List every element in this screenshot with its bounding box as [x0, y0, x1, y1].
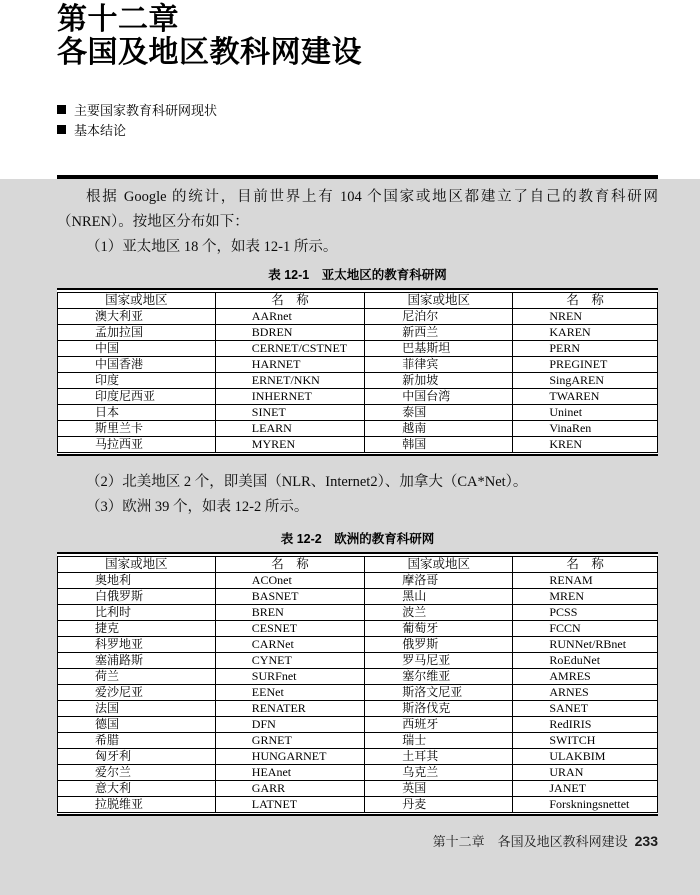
network-name-cell: KREN	[513, 436, 658, 452]
country-cell: 孟加拉国	[58, 324, 216, 340]
table-row	[58, 636, 658, 652]
bullet-label: 主要国家教育科研网现状	[74, 102, 218, 118]
country-cell: 爱沙尼亚	[58, 684, 216, 700]
network-name-cell: RoEduNet	[513, 652, 658, 668]
network-name-cell: RedIRIS	[513, 716, 658, 732]
network-name-cell: RENAM	[513, 572, 658, 588]
country-cell: 白俄罗斯	[58, 588, 216, 604]
network-name-cell: MYREN	[215, 436, 364, 452]
chapter-bullet-list	[57, 99, 658, 139]
country-cell: 泰国	[365, 404, 513, 420]
table-row	[58, 764, 658, 780]
network-name-cell: Forskningsnettet	[513, 796, 658, 812]
table-header-row	[58, 292, 658, 308]
chapter-number: 第十二章	[57, 3, 179, 36]
country-cell: 土耳其	[365, 748, 513, 764]
page-footer	[57, 832, 658, 851]
country-cell: 塞尔维亚	[365, 668, 513, 684]
network-name-cell: ULAKBIM	[513, 748, 658, 764]
table-row	[58, 780, 658, 796]
country-cell: 摩洛哥	[365, 572, 513, 588]
table-row	[58, 668, 658, 684]
page-title: 各国及地区教科网建设	[57, 36, 362, 69]
list-item	[57, 119, 658, 139]
country-cell: 中国台湾	[365, 388, 513, 404]
network-name-cell: SINET	[215, 404, 364, 420]
country-cell: 德国	[58, 716, 216, 732]
network-name-cell: JANET	[513, 780, 658, 796]
network-name-cell: NREN	[513, 308, 658, 324]
table-row	[58, 388, 658, 404]
country-cell: 意大利	[58, 780, 216, 796]
network-name-cell: FCCN	[513, 620, 658, 636]
country-cell: 英国	[365, 780, 513, 796]
country-cell: 俄罗斯	[365, 636, 513, 652]
country-cell: 波兰	[365, 604, 513, 620]
network-name-cell: DFN	[215, 716, 364, 732]
network-name-cell: KAREN	[513, 324, 658, 340]
country-cell: 拉脱维亚	[58, 796, 216, 812]
country-cell: 斯里兰卡	[58, 420, 216, 436]
column-header-country: 国家或地区	[365, 292, 513, 308]
table-row	[58, 716, 658, 732]
network-name-cell: PCSS	[513, 604, 658, 620]
table-row	[58, 588, 658, 604]
network-name-cell: HEAnet	[215, 764, 364, 780]
country-cell: 菲律宾	[365, 356, 513, 372]
country-cell: 中国	[58, 340, 216, 356]
column-header-name: 名 称	[215, 292, 364, 308]
table-row	[58, 620, 658, 636]
country-cell: 印度尼西亚	[58, 388, 216, 404]
network-name-cell: CYNET	[215, 652, 364, 668]
network-name-cell: CESNET	[215, 620, 364, 636]
country-cell: 黑山	[365, 588, 513, 604]
table-row	[58, 652, 658, 668]
table-row	[58, 436, 658, 452]
country-cell: 科罗地亚	[58, 636, 216, 652]
country-cell: 马拉西亚	[58, 436, 216, 452]
network-name-cell: GARR	[215, 780, 364, 796]
region-item-2: （2）北美地区 2 个，即美国（NLR、Internet2）、加拿大（CA*Net）。	[86, 474, 528, 490]
network-name-cell: EENet	[215, 684, 364, 700]
table-row	[58, 340, 658, 356]
table-row	[58, 572, 658, 588]
country-cell: 尼泊尔	[365, 308, 513, 324]
network-name-cell: URAN	[513, 764, 658, 780]
chapter-header	[0, 0, 700, 175]
footer-chapter-title: 第十二章 各国及地区教科网建设	[432, 834, 628, 849]
country-cell: 越南	[365, 420, 513, 436]
country-cell: 荷兰	[58, 668, 216, 684]
network-name-cell: LEARN	[215, 420, 364, 436]
list-item	[57, 99, 658, 119]
country-cell: 乌克兰	[365, 764, 513, 780]
network-name-cell: AARnet	[215, 308, 364, 324]
country-cell: 葡萄牙	[365, 620, 513, 636]
network-name-cell: RENATER	[215, 700, 364, 716]
country-cell: 奥地利	[58, 572, 216, 588]
network-name-cell: INHERNET	[215, 388, 364, 404]
table-row	[58, 748, 658, 764]
network-name-cell: HUNGARNET	[215, 748, 364, 764]
country-cell: 塞浦路斯	[58, 652, 216, 668]
column-header-name: 名 称	[513, 292, 658, 308]
table1-caption: 表 12-1 亚太地区的教育科研网	[268, 268, 447, 282]
network-name-cell: RUNNet/RBnet	[513, 636, 658, 652]
table-row	[58, 732, 658, 748]
network-name-cell: ERNET/NKN	[215, 372, 364, 388]
bullet-square-icon	[57, 105, 66, 114]
country-cell: 西班牙	[365, 716, 513, 732]
network-name-cell: ARNES	[513, 684, 658, 700]
country-cell: 中国香港	[58, 356, 216, 372]
table-row	[58, 404, 658, 420]
column-header-country: 国家或地区	[58, 556, 216, 572]
network-name-cell: PREGINET	[513, 356, 658, 372]
network-name-cell: PERN	[513, 340, 658, 356]
network-name-cell: BDREN	[215, 324, 364, 340]
country-cell: 印度	[58, 372, 216, 388]
network-name-cell: LATNET	[215, 796, 364, 812]
country-cell: 新加坡	[365, 372, 513, 388]
page-body	[0, 179, 700, 895]
network-name-cell: VinaRen	[513, 420, 658, 436]
network-name-cell: CERNET/CSTNET	[215, 340, 364, 356]
country-cell: 匈牙利	[58, 748, 216, 764]
country-cell: 澳大利亚	[58, 308, 216, 324]
column-header-country: 国家或地区	[365, 556, 513, 572]
network-name-cell: MREN	[513, 588, 658, 604]
table-row	[58, 684, 658, 700]
country-cell: 法国	[58, 700, 216, 716]
column-header-name: 名 称	[513, 556, 658, 572]
table-row	[58, 372, 658, 388]
region-item-1: （1）亚太地区 18 个，如表 12-1 所示。	[86, 239, 338, 255]
network-name-cell: SingAREN	[513, 372, 658, 388]
network-name-cell: BREN	[215, 604, 364, 620]
country-cell: 日本	[58, 404, 216, 420]
country-cell: 瑞士	[365, 732, 513, 748]
country-cell: 比利时	[58, 604, 216, 620]
network-name-cell: Uninet	[513, 404, 658, 420]
country-cell: 希腊	[58, 732, 216, 748]
table-row	[58, 308, 658, 324]
network-name-cell: GRNET	[215, 732, 364, 748]
country-cell: 捷克	[58, 620, 216, 636]
intro-paragraph: 根据 Google 的统计，目前世界上有 104 个国家或地区都建立了自己的教育科研网（NREN）。按地区分布如下：	[57, 189, 658, 230]
network-name-cell: CARNet	[215, 636, 364, 652]
country-cell: 斯洛伐克	[365, 700, 513, 716]
page-number: 233	[634, 833, 658, 849]
network-name-cell: ACOnet	[215, 572, 364, 588]
table-header-row	[58, 556, 658, 572]
network-name-cell: HARNET	[215, 356, 364, 372]
country-cell: 爱尔兰	[58, 764, 216, 780]
region-item-3: （3）欧洲 39 个，如表 12-2 所示。	[86, 499, 309, 515]
network-name-cell: SANET	[513, 700, 658, 716]
table-row	[58, 324, 658, 340]
country-cell: 斯洛文尼亚	[365, 684, 513, 700]
table2-caption: 表 12-2 欧洲的教育科研网	[280, 532, 435, 546]
country-cell: 新西兰	[365, 324, 513, 340]
table-europe	[57, 552, 658, 816]
table-row	[58, 796, 658, 812]
table-row	[58, 604, 658, 620]
country-cell: 丹麦	[365, 796, 513, 812]
table-row	[58, 700, 658, 716]
table-row	[58, 420, 658, 436]
network-name-cell: TWAREN	[513, 388, 658, 404]
bullet-label: 基本结论	[74, 122, 127, 138]
column-header-country: 国家或地区	[58, 292, 216, 308]
network-name-cell: SURFnet	[215, 668, 364, 684]
column-header-name: 名 称	[215, 556, 364, 572]
country-cell: 罗马尼亚	[365, 652, 513, 668]
country-cell: 韩国	[365, 436, 513, 452]
country-cell: 巴基斯坦	[365, 340, 513, 356]
network-name-cell: AMRES	[513, 668, 658, 684]
table-asia-pacific	[57, 288, 658, 456]
bullet-square-icon	[57, 125, 66, 134]
table-row	[58, 356, 658, 372]
network-name-cell: SWITCH	[513, 732, 658, 748]
network-name-cell: BASNET	[215, 588, 364, 604]
